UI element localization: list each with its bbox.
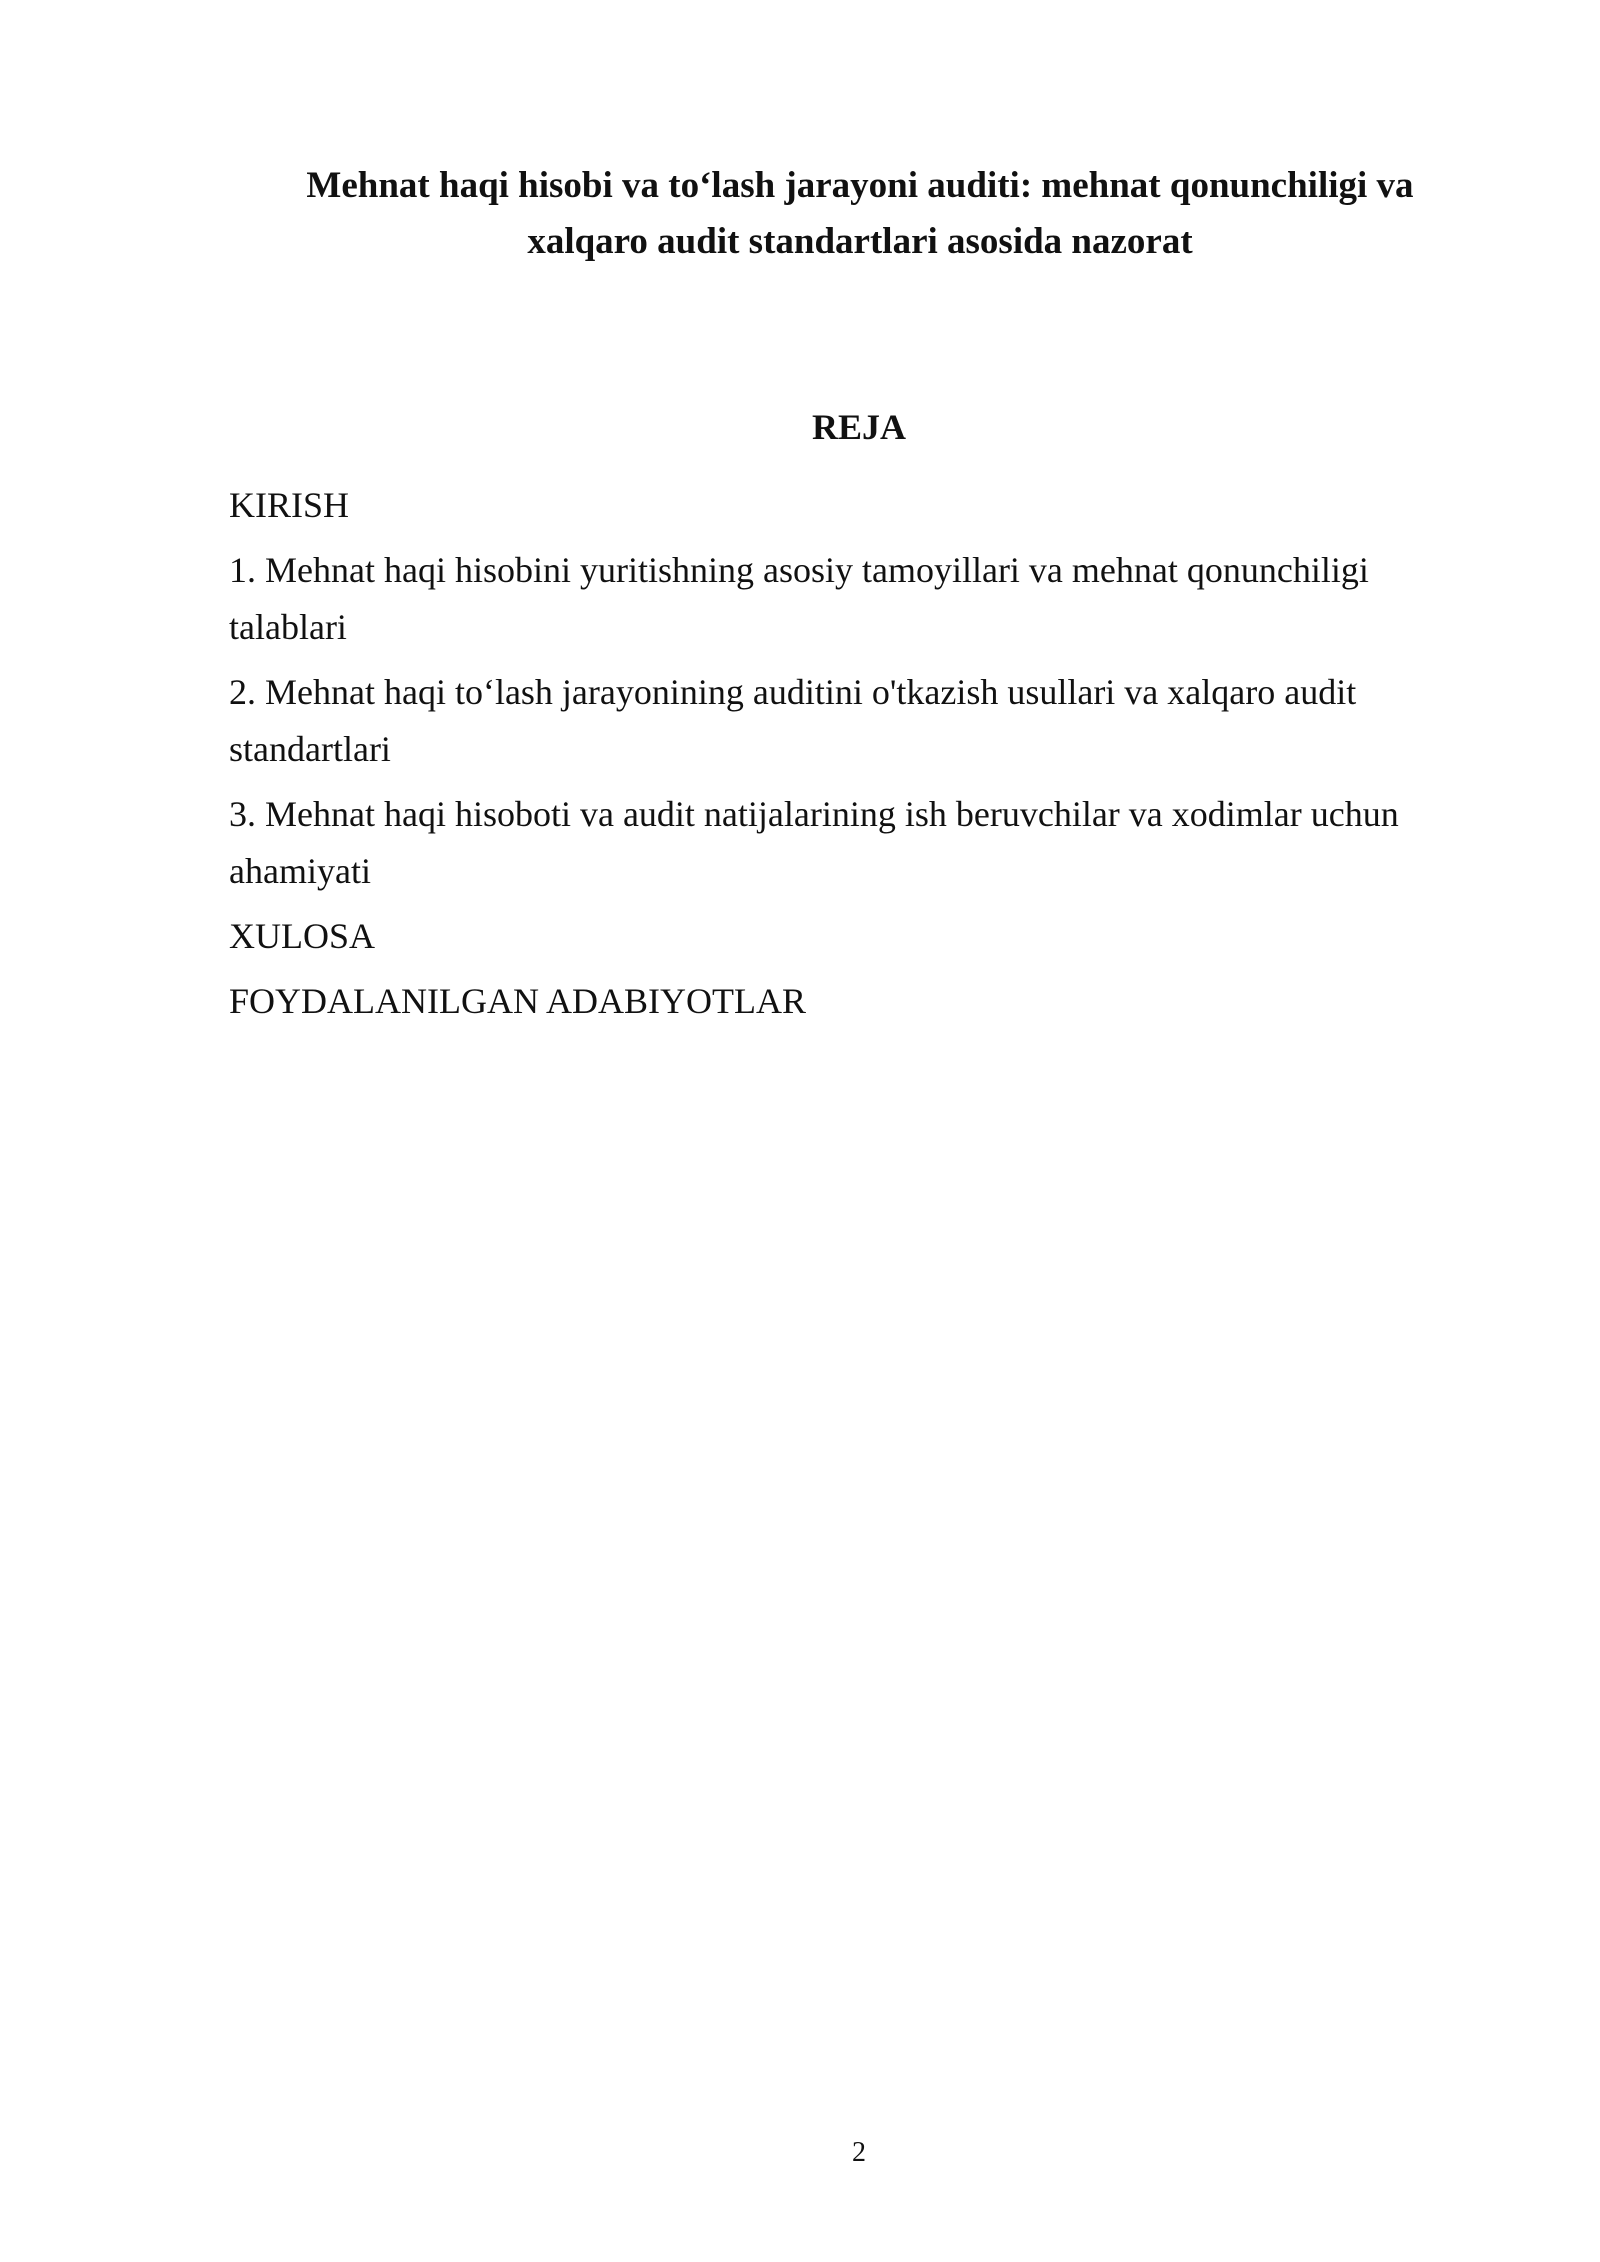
document-title-line-2: xalqaro audit standartlari asosida nazorat xyxy=(527,221,1193,262)
plan-item-line: 1. Mehnat haqi hisobini yuritishning asosiy tamoyillari va mehnat qonunchiligi xyxy=(229,550,1369,590)
plan-item-line: 3. Mehnat haqi hisoboti va audit natijalarining ish beruvchilar va xodimlar uchun xyxy=(229,794,1399,834)
plan-list xyxy=(229,477,1469,1038)
plan-item-line: XULOSA xyxy=(229,916,376,956)
plan-heading: REJA xyxy=(811,407,906,447)
plan-item-introduction xyxy=(229,477,1469,534)
plan-item-line: talablari xyxy=(229,607,347,647)
plan-item-line: ahamiyati xyxy=(229,851,371,891)
document-title xyxy=(260,158,1460,270)
plan-item-2 xyxy=(229,664,1469,778)
plan-item-references xyxy=(229,973,1469,1030)
plan-item-3 xyxy=(229,786,1469,900)
plan-item-line: KIRISH xyxy=(229,485,350,525)
document-title-line-1: Mehnat haqi hisobi va to‘lash jarayoni auditi: mehnat qonunchiligi va xyxy=(306,165,1414,206)
plan-item-conclusion xyxy=(229,908,1469,965)
page-number: 2 xyxy=(852,2137,866,2168)
plan-item-line: 2. Mehnat haqi to‘lash jarayonining auditini o'tkazish usullari va xalqaro audit xyxy=(229,672,1357,712)
plan-item-line: FOYDALANILGAN ADABIYOTLAR xyxy=(229,981,806,1021)
plan-item-line: standartlari xyxy=(229,729,391,769)
plan-item-1 xyxy=(229,542,1469,656)
